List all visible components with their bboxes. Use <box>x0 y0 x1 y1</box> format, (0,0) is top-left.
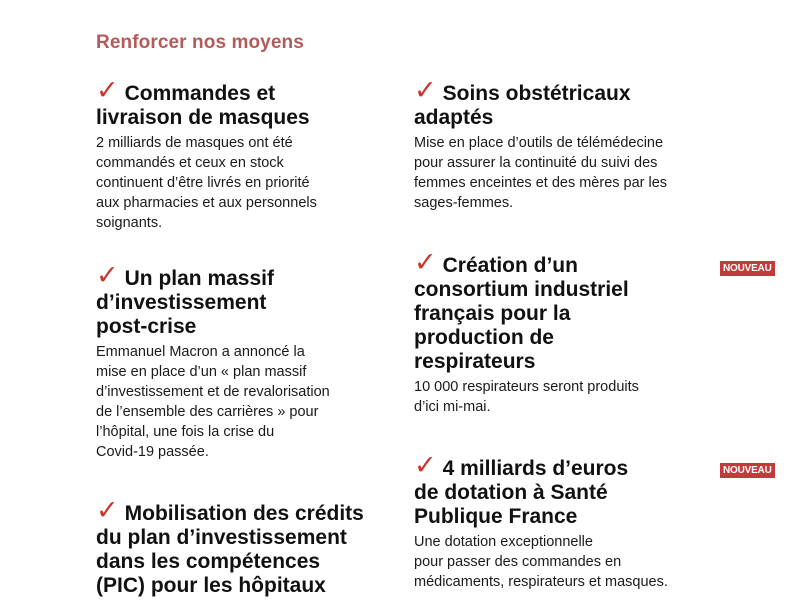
item-title: Commandes et livraison de masques <box>96 82 310 129</box>
new-badge: NOUVEAU <box>720 261 775 276</box>
item-body: Emmanuel Macron a annoncé la mise en place d’un « plan massif d’investissement et de revalorisation de l’ensemble des carrières » pour l’hôpital, une fois la crise du Covid-19 passée. <box>96 344 330 460</box>
item-title: Création d’un consortium industriel français pour la production de respirateurs <box>414 254 629 373</box>
left-item-plan-massif <box>96 260 396 462</box>
item-body: 2 milliards de masques ont été commandés et ceux en stock continuent d’être livrés en priorité aux pharmacies et aux personnels soignants. <box>96 135 317 231</box>
section-title: Renforcer nos moyens <box>96 32 304 53</box>
check-icon: ✓ <box>414 75 437 105</box>
item-title: Un plan massif d’investissement post-crise <box>96 267 274 338</box>
right-item-consortium <box>414 247 734 417</box>
right-item-obstetrique <box>414 75 734 213</box>
item-body: Une dotation exceptionnelle pour passer des commandes en médicaments, respirateurs et masques. <box>414 534 668 590</box>
item-title: Soins obstétricaux adaptés <box>414 82 631 129</box>
left-item-pic <box>96 495 396 598</box>
item-title: 4 milliards d’euros de dotation à Santé Publique France <box>414 457 629 528</box>
item-title: Mobilisation des crédits du plan d’investissement dans les compétences (PIC) pour les hôpitaux <box>96 502 364 597</box>
left-item-masques <box>96 75 396 233</box>
item-body: 10 000 respirateurs seront produits d’ici mi-mai. <box>414 379 639 415</box>
check-icon: ✓ <box>96 75 119 105</box>
check-icon: ✓ <box>96 495 119 525</box>
new-badge: NOUVEAU <box>720 463 775 478</box>
check-icon: ✓ <box>96 260 119 290</box>
item-body: Mise en place d’outils de télémédecine pour assurer la continuité du suivi des femmes enceintes et des mères par les sages-femmes. <box>414 135 668 211</box>
check-icon: ✓ <box>414 450 437 480</box>
check-icon: ✓ <box>414 247 437 277</box>
right-item-dotation <box>414 450 734 592</box>
